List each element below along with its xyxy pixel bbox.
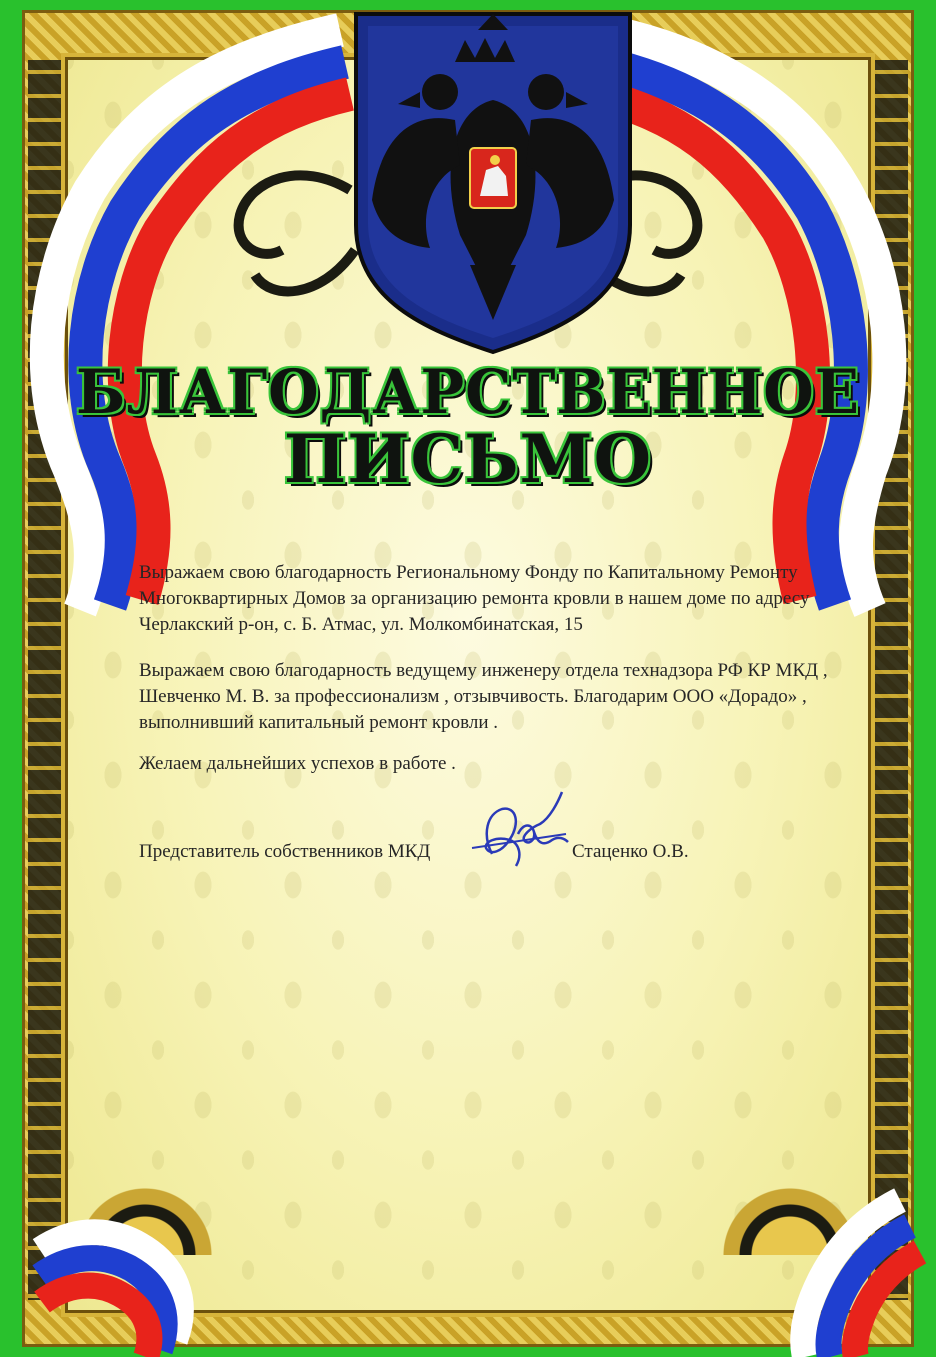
signer-name: Стаценко О.В.: [572, 841, 689, 862]
title-line-2: ПИСЬМО: [283, 420, 653, 498]
coat-of-arms-emblem: [356, 14, 630, 352]
flag-ribbon-bottom-right: [803, 1200, 920, 1357]
gratitude-paragraph-engineer: Выражаем свою благодарность ведущему инженеру отдела технадзора РФ КР МКД , Шевченко М. В. за профессионализм , отзывчивость. Благодарим ООО «Дорадо» , выполнивший капитальный ремонт кровли .: [139, 660, 828, 733]
gratitude-paragraph-fund: Выражаем свою благодарность Региональному Фонду по Капитальному Ремонту Многоквартирных Домов за организацию ремонта кровли в нашем доме по адресу Черлакский р-он, с. Б. Атмас, ул. Молкомбинатская, 15: [139, 562, 810, 635]
flag-ribbon-top-left: [47, 30, 350, 610]
representative-label: Представитель собственников МКД: [139, 841, 431, 862]
flag-ribbon-top-right: [592, 30, 889, 610]
handwritten-signature: [462, 784, 572, 879]
title-line-1: БЛАГОДАРСТВЕННОЕ: [76, 356, 860, 428]
flag-ribbon-bottom-left: [40, 1232, 181, 1357]
wishes-line: Желаем дальнейших успехов в работе .: [139, 753, 456, 774]
